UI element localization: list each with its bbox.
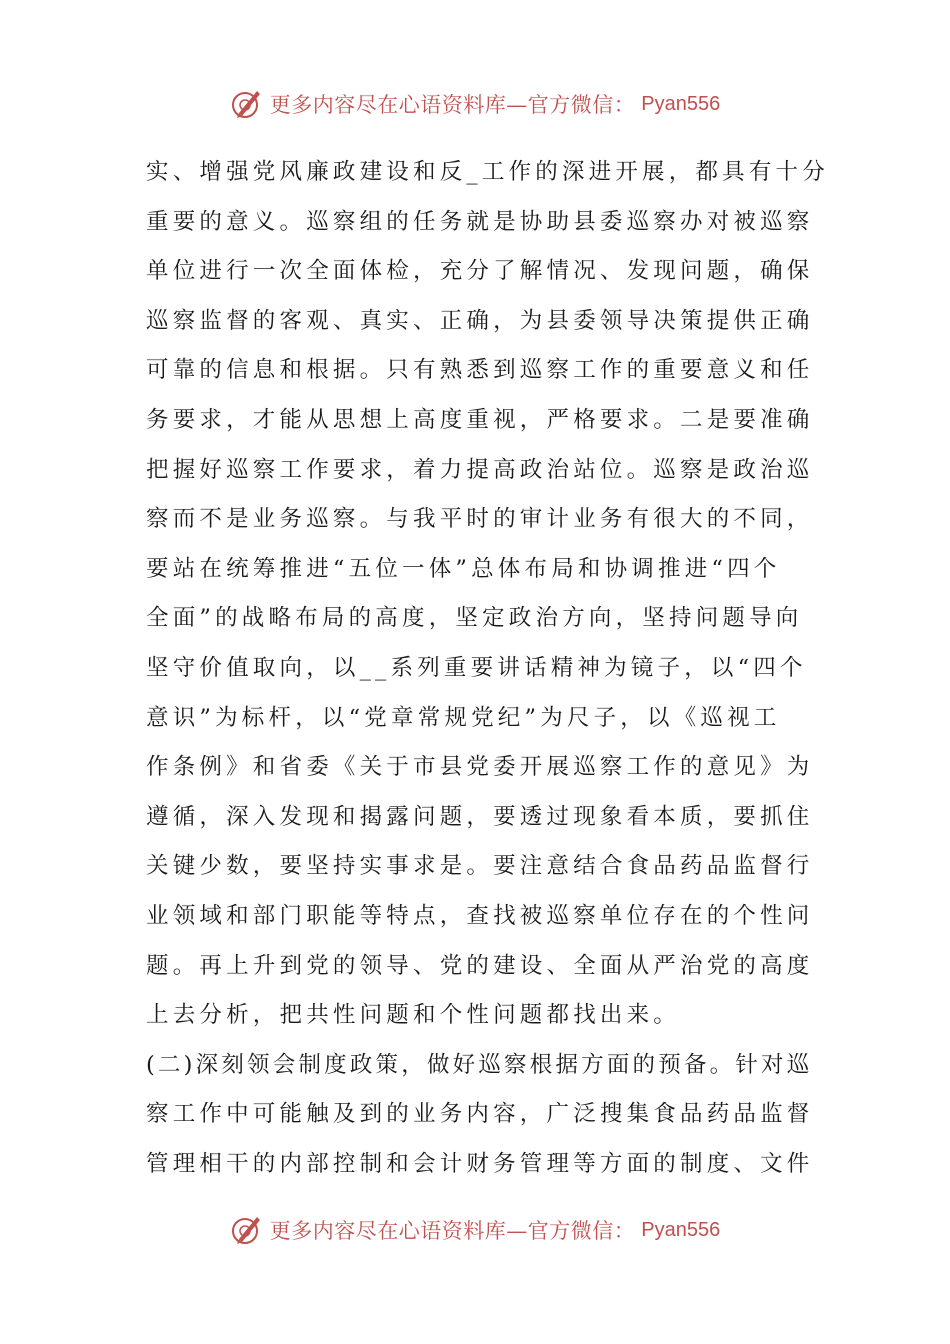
body-line: 遵循，深入发现和揭露问题，要透过现象看本质，要抓住 bbox=[146, 803, 814, 830]
body-line: 可靠的信息和根据。只有熟悉到巡察工作的重要意义和任 bbox=[146, 357, 814, 384]
body-line: 管理相干的内部控制和会计财务管理等方面的制度、文件 bbox=[146, 1150, 814, 1177]
pen-circle-logo-icon bbox=[230, 87, 264, 121]
header-banner-wechat: Pyan556 bbox=[641, 92, 721, 115]
body-line: 务要求，才能从思想上高度重视，严格要求。二是要准确 bbox=[146, 406, 814, 433]
body-line: 关键少数，要坚持实事求是。要注意结合食品药品监督行 bbox=[146, 853, 814, 880]
document-body bbox=[146, 148, 829, 1189]
body-line: 单位进行一次全面体检，充分了解情况、发现问题，确保 bbox=[146, 258, 814, 285]
body-line: 题。再上升到党的领导、党的建设、全面从严治党的高度 bbox=[146, 952, 814, 979]
body-line: 察工作中可能触及到的业务内容，广泛搜集食品药品监督 bbox=[146, 1101, 814, 1128]
body-line: 上去分析，把共性问题和个性问题都找出来。 bbox=[146, 1002, 681, 1029]
body-line: 全面”的战略布局的高度，坚定政治方向，坚持问题导向 bbox=[146, 605, 803, 632]
body-line: 察而不是业务巡察。与我平时的审计业务有很大的不同， bbox=[146, 506, 814, 533]
footer-banner-text: 更多内容尽在心语资料库—官方微信： bbox=[269, 1219, 636, 1243]
body-line: 重要的意义。巡察组的任务就是协助县委巡察办对被巡察 bbox=[146, 208, 814, 235]
body-line: 业领域和部门职能等特点，查找被巡察单位存在的个性问 bbox=[146, 902, 814, 929]
body-line: 坚守价值取向，以__系列重要讲话精神为镜子，以“四个 bbox=[146, 654, 807, 681]
body-line: 实、增强党风廉政建设和反_工作的深进开展，都具有十分 bbox=[146, 159, 829, 185]
header-banner bbox=[0, 84, 950, 124]
footer-banner-wechat: Pyan556 bbox=[641, 1218, 721, 1241]
body-line: 作条例》和省委《关于市县党委开展巡察工作的意见》为 bbox=[146, 754, 814, 781]
pen-circle-logo-icon bbox=[230, 1213, 264, 1247]
body-line: 把握好巡察工作要求，着力提高政治站位。巡察是政治巡 bbox=[146, 456, 814, 483]
header-banner-text: 更多内容尽在心语资料库—官方微信： bbox=[269, 93, 636, 117]
body-line: 要站在统筹推进“五位一体”总体布局和协调推进“四个 bbox=[146, 555, 781, 582]
body-line: 意识”为标杆，以“党章常规党纪”为尺子，以《巡视工 bbox=[146, 704, 781, 731]
section-heading-line: (二)深刻领会制度政策，做好巡察根据方面的预备。针对巡 bbox=[146, 1051, 813, 1078]
footer-banner bbox=[0, 1210, 950, 1250]
body-line: 巡察监督的客观、真实、正确，为县委领导决策提供正确 bbox=[146, 307, 814, 334]
